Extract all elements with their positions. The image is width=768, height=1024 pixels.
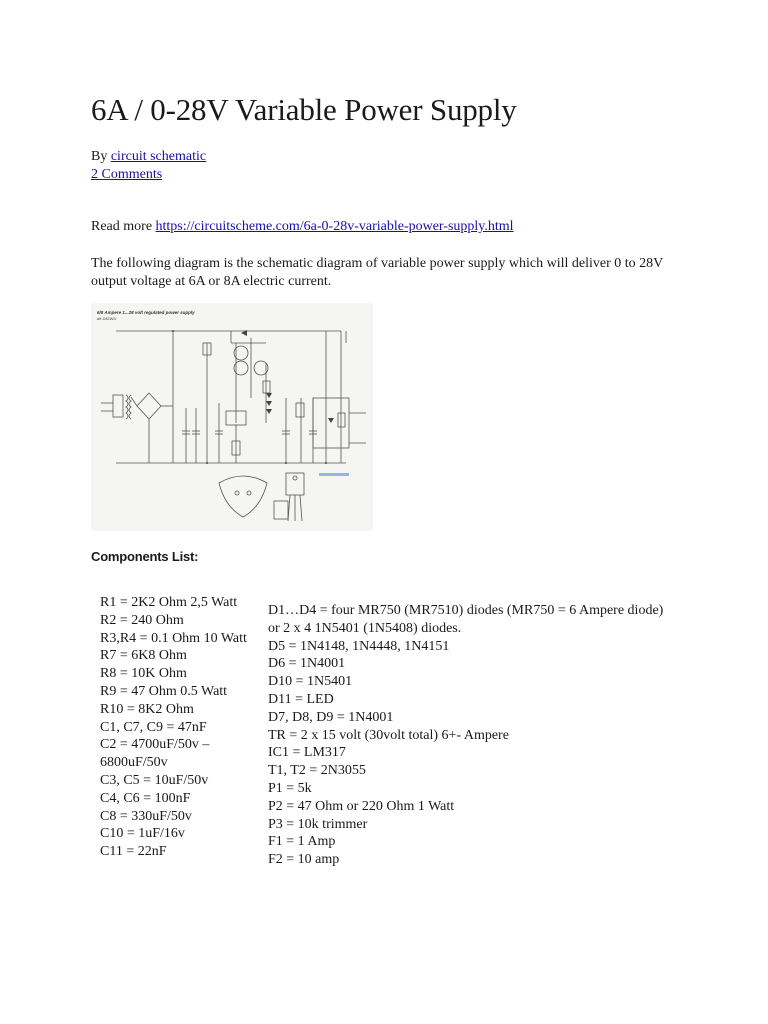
list-item: D10 = 1N5401 xyxy=(268,674,353,690)
components-right-list xyxy=(268,602,668,869)
read-more xyxy=(91,219,514,235)
list-item: R10 = 8K2 Ohm xyxy=(100,701,194,717)
list-item: R7 = 6K8 Ohm xyxy=(100,648,187,664)
svg-text:de DIGWU: de DIGWU xyxy=(97,316,117,321)
schematic-diagram xyxy=(91,303,373,531)
list-item: C10 = 1uF/16v xyxy=(100,826,185,842)
list-item: C8 = 330uF/50v xyxy=(100,808,192,824)
list-item: C4, C6 = 100nF xyxy=(100,790,191,806)
list-item: C3, C5 = 10uF/50v xyxy=(100,772,209,788)
read-more-link[interactable]: https://circuitscheme.com/6a-0-28v-variable-power-supply.html xyxy=(155,219,514,234)
list-item: R3,R4 = 0.1 Ohm 10 Watt xyxy=(100,630,247,646)
list-item: D5 = 1N4148, 1N4448, 1N4151 xyxy=(268,638,450,654)
schematic-caption: 6/8 Ampere 1...28 volt regulated power supply xyxy=(97,310,195,315)
list-item: C2 = 4700uF/50v – 6800uF/50v xyxy=(100,737,210,771)
intro-paragraph: The following diagram is the schematic diagram of variable power supply which will deliver 0 to 28V output voltage at 6A or 8A electric current. xyxy=(91,256,664,289)
list-item: C1, C7, C9 = 47nF xyxy=(100,719,207,735)
list-item: TR = 2 x 15 volt (30volt total) 6+- Ampere xyxy=(268,727,509,743)
list-item: R8 = 10K Ohm xyxy=(100,666,187,682)
list-item: P1 = 5k xyxy=(268,780,312,796)
page-title: 6A / 0-28V Variable Power Supply xyxy=(91,92,517,127)
list-item: R9 = 47 Ohm 0.5 Watt xyxy=(100,683,228,699)
read-more-label: Read more xyxy=(91,219,153,234)
list-item: P2 = 47 Ohm or 220 Ohm 1 Watt xyxy=(268,798,455,814)
list-item: IC1 = LM317 xyxy=(268,745,346,761)
article-meta xyxy=(91,148,206,184)
list-item: T1, T2 = 2N3055 xyxy=(268,763,366,779)
list-item: C11 = 22nF xyxy=(100,844,167,860)
list-item: P3 = 10k trimmer xyxy=(268,816,368,832)
list-item: F1 = 1 Amp xyxy=(268,834,336,850)
list-item: R1 = 2K2 Ohm 2,5 Watt xyxy=(100,595,238,610)
components-heading: Components List: xyxy=(91,549,199,564)
list-item: F2 = 10 amp xyxy=(268,852,340,868)
list-item: D1…D4 = four MR750 (MR7510) diodes (MR750 = 6 Ampere diode) or 2 x 4 1N5401 (1N5408) diodes. xyxy=(268,603,664,636)
components-left-list xyxy=(100,594,260,861)
list-item: R2 = 240 Ohm xyxy=(100,612,184,628)
comments-link[interactable]: 2 Comments xyxy=(91,167,163,182)
by-label: By xyxy=(91,149,108,164)
list-item: D11 = LED xyxy=(268,691,334,707)
list-item: D6 = 1N4001 xyxy=(268,656,346,672)
byline xyxy=(91,148,206,166)
author-link[interactable]: circuit schematic xyxy=(110,149,207,164)
list-item: D7, D8, D9 = 1N4001 xyxy=(268,709,394,725)
